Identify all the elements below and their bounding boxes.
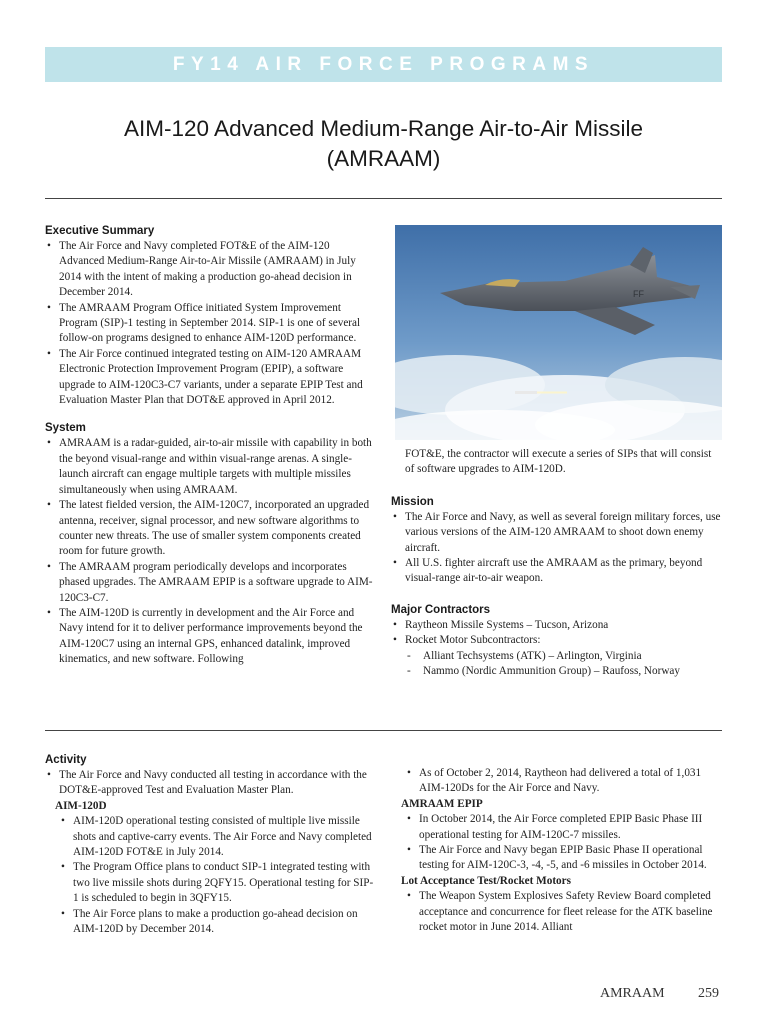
list-item: • In October 2014, the Air Force completed EPIP Basic Phase III operational testing for AIM-120C-7 missiles. [391, 812, 722, 843]
contractors-list [391, 618, 722, 680]
exec-summary-heading: Executive Summary [45, 225, 155, 237]
svg-text:FF: FF [633, 289, 644, 299]
list-item: • As of October 2, 2014, Raytheon had delivered a total of 1,031 AIM-120Ds for the Air Force and Navy. [391, 766, 722, 797]
list-item: • The Air Force and Navy began EPIP Basic Phase II operational testing for AIM-120C-3, -4, -5, and -6 missiles in October 2014. [391, 843, 722, 874]
mission-list [391, 510, 722, 587]
list-item: • AIM-120D operational testing consisted of multiple live missile shots and captive-carry events. The Air Force and Navy completed AIM-120D FOT&E in July 2014. [45, 814, 377, 860]
aim120d-heading: AIM-120D [55, 799, 107, 812]
system-heading: System [45, 422, 86, 435]
right-column-upper [391, 447, 722, 679]
right-column-lower [391, 766, 722, 935]
page-title [45, 114, 722, 174]
exec-summary-list [45, 239, 377, 408]
left-column-upper [45, 223, 377, 668]
list-item: • Raytheon Missile Systems – Tucson, Arizona [391, 618, 722, 633]
list-item: • The Air Force and Navy conducted all testing in accordance with the DOT&E-approved Test and Evaluation Master Plan. [45, 768, 377, 799]
system-list [45, 436, 377, 667]
list-item: • The Air Force continued integrated testing on AIM-120 AMRAAM Electronic Protection Improvement Program (EPIP), a software upgrade to AIM-120C3-C7 variants, under a separate EPIP Test and Evaluation Master Plan that DOT&E approved in April 2012. [45, 347, 377, 409]
list-item: • The AIM-120D is currently in development and the Air Force and Navy intend for it to deliver performance improvements beyond the AIM-120C7 using an internal GPS, enhanced datalink, improved kinematics, and new software. Following [45, 606, 377, 668]
banner-text: FY14 AIR FORCE PROGRAMS [172, 53, 595, 75]
list-item: • The Weapon System Explosives Safety Review Board completed acceptance and concurrence for fleet release for the ATK baseline rocket motor in June 2014. Alliant [391, 889, 722, 935]
title-line-2: (AMRAAM) [326, 146, 441, 171]
list-item: • The Air Force plans to make a production go-ahead decision on AIM-120D by December 2014. [45, 907, 377, 938]
epip-list [391, 812, 722, 874]
list-item: • The Air Force and Navy, as well as several foreign military forces, use various versions of the AIM-120 AMRAAM to shoot down enemy aircraft. [391, 510, 722, 556]
list-item: • The AMRAAM Program Office initiated System Improvement Program (SIP)-1 testing in September 2014. SIP-1 is one of several follow-on programs designed to enhance AIM-120D performance. [45, 301, 377, 347]
activity-list [45, 768, 377, 799]
aim120d-list [45, 814, 377, 937]
aircraft-photo [395, 225, 722, 440]
sub-list-item: - Alliant Techsystems (ATK) – Arlington, Virginia [391, 649, 722, 664]
section-banner [45, 47, 722, 82]
top-divider [45, 198, 722, 199]
list-item: • AMRAAM is a radar-guided, air-to-air missile with capability in both the beyond visual-range and within visual-range arenas. A single-launch aircraft can engage multiple targets with multiple missiles simultaneously when using AMRAAM. [45, 436, 377, 498]
footer-program-name: AMRAAM [600, 986, 665, 1001]
list-item: • The Program Office plans to conduct SIP-1 integrated testing with two live missile shots during 2QFY15. Operational testing for SIP-1 is scheduled to begin in 3QFY15. [45, 860, 377, 906]
list-item: • All U.S. fighter aircraft use the AMRAAM as the primary, beyond visual-range air-to-air weapon. [391, 556, 722, 587]
contractors-heading: Major Contractors [391, 603, 491, 616]
list-item: • The AMRAAM program periodically develops and incorporates phased upgrades. The AMRAAM EPIP is a software upgrade to AIM-120C3-C7. [45, 560, 377, 606]
list-item: • The latest fielded version, the AIM-120C7, incorporated an upgraded antenna, receiver, signal processor, and new software algorithms to counter new threats. The use of smaller system components created room for future growth. [45, 498, 377, 560]
f22-aircraft-image [395, 225, 722, 440]
left-column-lower [45, 752, 377, 937]
title-line-1: AIM-120 Advanced Medium-Range Air-to-Air Missile [124, 116, 643, 141]
system-continued-text: FOT&E, the contractor will execute a series of SIPs that will consist of software upgrades to AIM-120D. [405, 448, 712, 476]
epip-heading: AMRAAM EPIP [401, 797, 483, 810]
footer-page-number: 259 [698, 986, 719, 1001]
list-item: • Rocket Motor Subcontractors: [391, 633, 722, 648]
lot-acceptance-list [391, 889, 722, 935]
delivery-list [391, 766, 722, 797]
sub-list-item: - Nammo (Nordic Ammunition Group) – Raufoss, Norway [391, 664, 722, 679]
list-item: • The Air Force and Navy completed FOT&E of the AIM-120 Advanced Medium-Range Air-to-Air Missile (AMRAAM) in July 2014 with the intent of making a production go-ahead decision in December 2014. [45, 239, 377, 301]
mission-heading: Mission [391, 495, 434, 508]
lot-acceptance-heading: Lot Acceptance Test/Rocket Motors [401, 874, 571, 887]
activity-heading: Activity [45, 754, 87, 766]
middle-divider [45, 730, 722, 731]
